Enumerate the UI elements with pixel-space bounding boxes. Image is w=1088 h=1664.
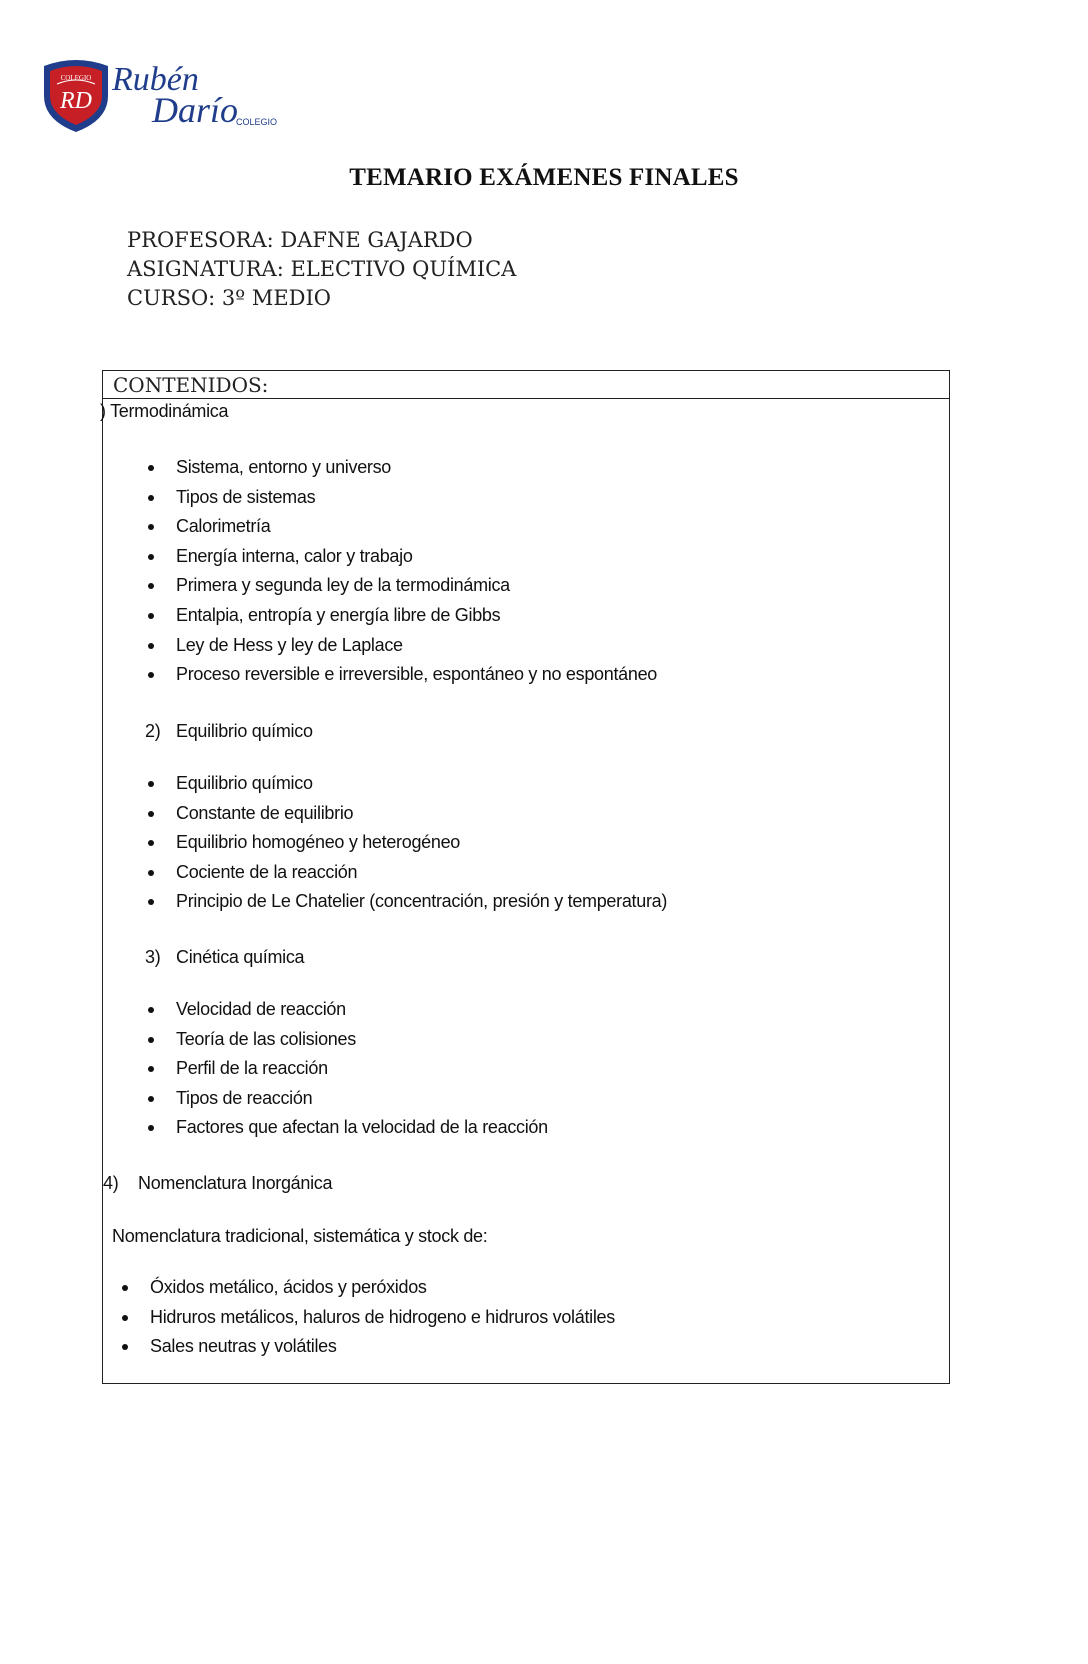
contents-header: CONTENIDOS:	[103, 371, 949, 399]
list-item: Factores que afectan la velocidad de la reacción	[176, 1113, 548, 1143]
list-item: Sistema, entorno y universo	[176, 453, 657, 483]
svg-text:Darío: Darío	[152, 90, 239, 130]
section-3-title: Cinética química	[176, 947, 305, 967]
section-1-title: ) Termodinámica	[100, 401, 229, 421]
section-2-heading	[145, 721, 313, 742]
list-item: Cociente de la reacción	[176, 858, 667, 888]
list-item: Velocidad de reacción	[176, 995, 548, 1025]
svg-text:COLEGIO: COLEGIO	[60, 74, 92, 82]
list-item: Primera y segunda ley de la termodinámica	[176, 571, 657, 601]
section-2-title: Equilibrio químico	[176, 721, 313, 741]
svg-text:Rubén: Rubén	[112, 61, 199, 98]
section-4-intro: Nomenclatura tradicional, sistemática y stock de:	[112, 1226, 488, 1246]
section-2-number: 2)	[145, 721, 161, 741]
section-3-heading	[145, 947, 304, 968]
list-item: Sales neutras y volátiles	[150, 1332, 615, 1362]
section-1-list	[176, 453, 657, 690]
section-4-heading	[103, 1173, 332, 1194]
section-2-list	[176, 769, 667, 917]
list-item: Calorimetría	[176, 512, 657, 542]
section-4-number: 4)	[103, 1173, 119, 1193]
svg-text:RD: RD	[60, 88, 92, 114]
list-item: Equilibrio homogéneo y heterogéneo	[176, 828, 667, 858]
list-item: Constante de equilibrio	[176, 799, 667, 829]
contents-box	[102, 370, 950, 1384]
section-4-list	[150, 1273, 615, 1362]
list-item: Equilibrio químico	[176, 769, 667, 799]
subject-line: ASIGNATURA: ELECTIVO QUÍMICA	[127, 257, 517, 281]
page-title: TEMARIO EXÁMENES FINALES	[349, 164, 739, 191]
course-info	[127, 226, 516, 313]
svg-text:COLEGIO: COLEGIO	[236, 117, 278, 127]
list-item: Tipos de sistemas	[176, 483, 657, 513]
list-item: Óxidos metálico, ácidos y peróxidos	[150, 1273, 615, 1303]
section-3-list	[176, 995, 548, 1143]
section-3-number: 3)	[145, 947, 161, 967]
course-line: CURSO: 3º MEDIO	[127, 286, 332, 310]
list-item: Principio de Le Chatelier (concentración, presión y temperatura)	[176, 887, 667, 917]
list-item: Hidruros metálicos, haluros de hidrogeno e hidruros volátiles	[150, 1303, 615, 1333]
list-item: Proceso reversible e irreversible, espontáneo y no espontáneo	[176, 660, 657, 690]
list-item: Tipos de reacción	[176, 1084, 548, 1114]
list-item: Entalpia, entropía y energía libre de Gibbs	[176, 601, 657, 631]
list-item: Ley de Hess y ley de Laplace	[176, 631, 657, 661]
section-4-title: Nomenclatura Inorgánica	[138, 1173, 333, 1193]
list-item: Energía interna, calor y trabajo	[176, 542, 657, 572]
teacher-line: PROFESORA: DAFNE GAJARDO	[127, 228, 473, 252]
list-item: Teoría de las colisiones	[176, 1025, 548, 1055]
list-item: Perfil de la reacción	[176, 1054, 548, 1084]
school-logo	[40, 56, 280, 136]
